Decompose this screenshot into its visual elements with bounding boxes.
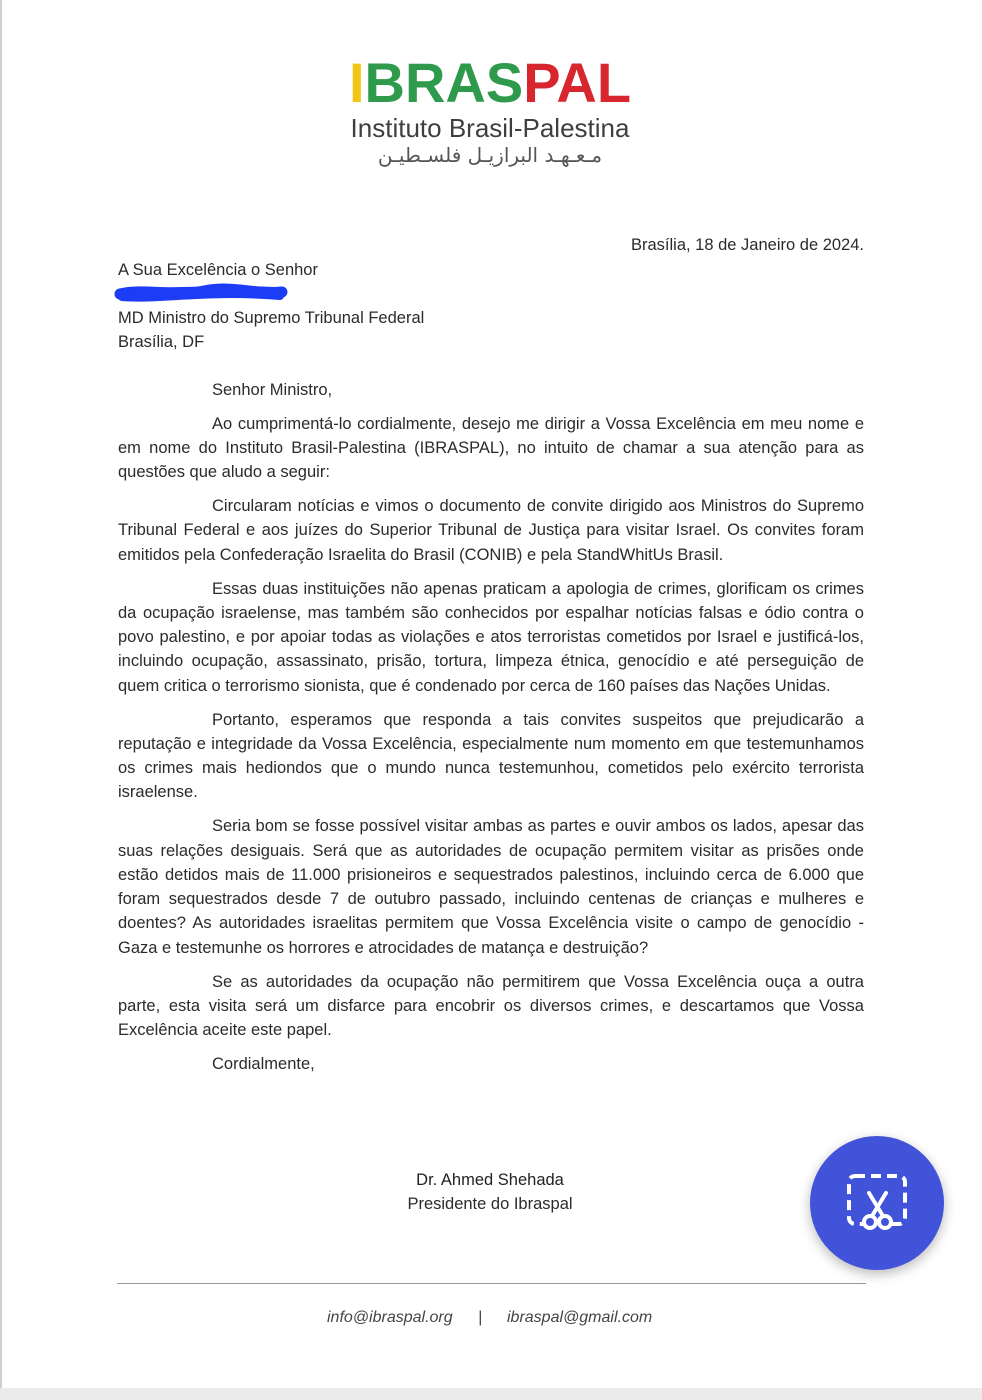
recipient-line-3: MD Ministro do Supremo Tribunal Federal (118, 309, 425, 327)
paragraph-2: Circularam notícias e vimos o documento de convite dirigido aos Ministros do Supremo Tribunal Federal e aos juízes do Superior Tribunal de Justiça para visitar Israel. Os convites foram emitidos pela Confederação Israelita do Brasil (CONIB) e pela StandWhitUs Brasil. (118, 497, 864, 564)
footer-email-2: ibraspal@gmail.com (507, 1309, 653, 1326)
paragraph-4: Portanto, esperamos que responda a tais convites suspeitos que prejudicarão a reputação e integridade da Vossa Excelência, especialmente num momento em que testemunhamos os crimes mais hediondos que o mundo nunca testemunhou, cometidos pelo exército terrorista israelense. (118, 710, 864, 802)
paragraph-5: Seria bom se fosse possível visitar ambas as partes e ouvir ambos os lados, apesar das suas relações desiguais. Será que as autoridades de ocupação permitem visitar as prisões onde estão detidos mais de 11.000 prisioneiros e sequestrados palestinos, incluindo cerca de 6.000 que foram sequestrados desde 7 de outubro passado, incluindo centenas de crianças e mulheres e doentes? As autoridades israelitas permitem que Vossa Excelência visite o campo de genocídio - Gaza e testemunhe os horrores e atrocidades de matança e destruição? (118, 817, 864, 957)
signature-title: Presidente do Ibraspal (407, 1195, 573, 1213)
paragraph-6: Se as autoridades da ocupação não permitirem que Vossa Excelência ouça a outra parte, esta visita será um disfarce para encobrir os diversos crimes, e descartamos que Vossa Excelência aceite este papel. (118, 972, 864, 1040)
letter-body (118, 378, 864, 1076)
recipient-line-1: A Sua Excelência o Senhor (118, 261, 318, 279)
logo-letter-i: I (348, 51, 365, 114)
screen-snip-button[interactable] (810, 1136, 944, 1270)
paragraph-3: Essas duas instituições não apenas praticam a apologia de crimes, glorificam os crimes da ocupação israelense, mas também são conhecidos por espalhar notícias falsas e ódio contra o povo palestino, e por apoiar todas as violações e atos terroristas cometidos por Israel e justificá-los, incluindo ocupação, assassinato, prisão, tortura, limpeza étnica, genocídio e até perseguição de quem critica o terrorismo sionista, que é condenado por cerca de 160 países das Nações Unidas. (118, 579, 864, 695)
redaction-stroke-3 (128, 289, 274, 290)
redaction-mark (114, 282, 288, 306)
dashed-frame (849, 1176, 905, 1224)
page-edge (0, 0, 2, 1388)
recipient-line-4: Brasília, DF (118, 333, 205, 351)
logo-arabic-name: مـعـهـد البرازيـل فلسـطيـن (377, 143, 603, 167)
ibraspal-logo (340, 53, 640, 113)
signature-name: Dr. Ahmed Shehada (416, 1171, 564, 1189)
screen-snip-icon (810, 1136, 944, 1270)
logo-subtitle: Instituto Brasil-Palestina (350, 113, 630, 143)
paragraph-1: Ao cumprimentá-lo cordialmente, desejo me dirigir a Vossa Excelência em meu nome e em nome do Instituto Brasil-Palestina (IBRASPAL), no intuito de chamar a sua atenção para as questões que aludo a seguir: (118, 414, 864, 482)
logo-letters-bras: BRAS (364, 51, 524, 114)
logo-letters-pal: PAL (523, 51, 632, 114)
footer-separator: | (478, 1309, 483, 1326)
salutation: Senhor Ministro, (212, 381, 333, 399)
viewer-bottom-bar (0, 1388, 982, 1400)
footer-email-1: info@ibraspal.org (327, 1309, 453, 1326)
footer-divider (117, 1283, 866, 1284)
redaction-stroke-2 (122, 294, 280, 298)
letter-date: Brasília, 18 de Janeiro de 2024. (631, 236, 864, 254)
closing: Cordialmente, (212, 1054, 315, 1073)
